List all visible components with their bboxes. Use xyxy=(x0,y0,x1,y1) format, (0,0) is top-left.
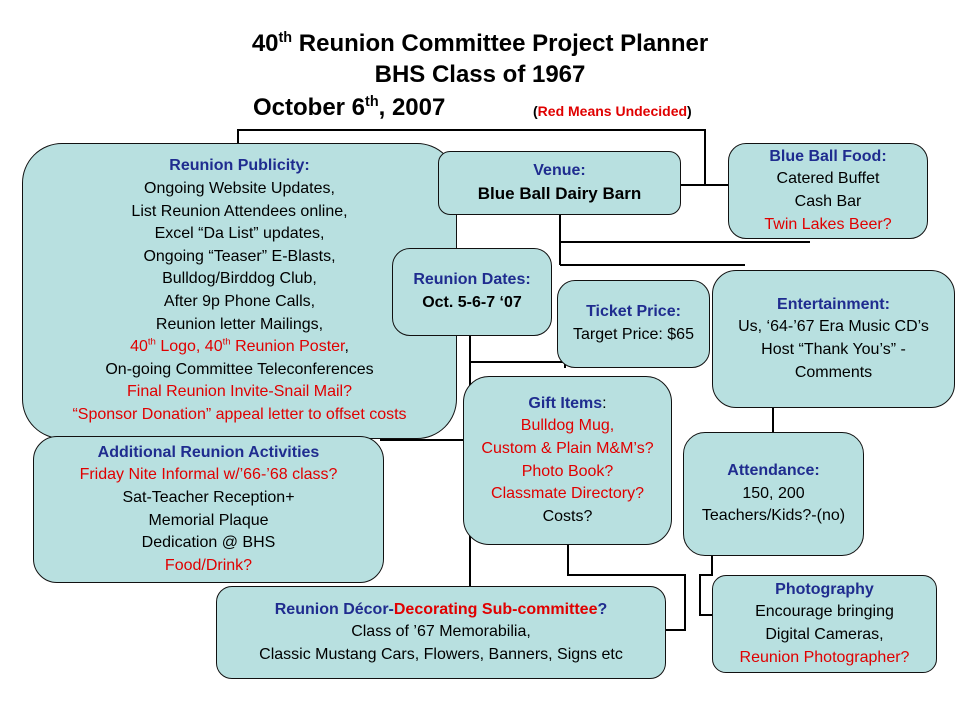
legend-note: (Red Means Undecided) xyxy=(533,103,692,119)
attendance-item: 150, 200 xyxy=(742,484,805,502)
connector-attendance-photo xyxy=(700,556,712,615)
activities-item: Sat-Teacher Reception+ xyxy=(122,488,295,506)
photography-item: Encourage bringing xyxy=(755,603,894,621)
venue-box xyxy=(438,151,681,215)
food-heading: Blue Ball Food: xyxy=(769,147,887,165)
ticket-value: Target Price: $65 xyxy=(573,326,694,343)
dates-heading: Reunion Dates: xyxy=(413,271,531,289)
publicity-heading: Reunion Publicity: xyxy=(169,157,310,175)
entertainment-item: Us, ‘64-’67 Era Music CD’s xyxy=(738,318,929,336)
attendance-box xyxy=(683,432,864,556)
publicity-item: After 9p Phone Calls, xyxy=(163,293,316,310)
decor-item: Class of ’67 Memorabilia, xyxy=(351,623,531,641)
dates-value: Oct. 5-6-7 ‘07 xyxy=(422,294,522,311)
title-date: October 6th, 2007 xyxy=(253,94,446,121)
publicity-item: List Reunion Attendees online, xyxy=(131,202,348,220)
photography-heading: Photography xyxy=(775,580,874,598)
entertainment-heading: Entertainment: xyxy=(777,295,890,313)
entertainment-box xyxy=(712,270,955,408)
photography-undecided-item: Reunion Photographer? xyxy=(739,648,910,666)
entertainment-item: Comments xyxy=(794,363,873,381)
title-line-2: BHS Class of 1967 xyxy=(374,61,586,88)
activities-item: Dedication @ BHS xyxy=(141,534,276,552)
publicity-item: Ongoing “Teaser” E-Blasts, xyxy=(143,247,336,265)
gift-items-box xyxy=(463,376,672,545)
food-item: Cash Bar xyxy=(794,193,862,210)
decor-box xyxy=(216,586,666,679)
activities-undecided-item: Food/Drink? xyxy=(164,556,253,574)
gifts-heading: Gift Items: xyxy=(528,394,607,412)
publicity-undecided-item: “Sponsor Donation” appeal letter to offset costs xyxy=(72,405,407,423)
entertainment-item: Host “Thank You’s” - xyxy=(761,341,906,358)
venue-value: Blue Ball Dairy Barn xyxy=(477,184,642,203)
food-item: Catered Buffet xyxy=(776,170,880,188)
gifts-item: Costs? xyxy=(542,507,593,525)
attendance-item: Teachers/Kids?-(no) xyxy=(701,507,846,525)
food-box xyxy=(728,143,928,239)
attendance-heading: Attendance: xyxy=(727,462,820,480)
publicity-logo-item: 40th Logo, 40th Reunion Poster, xyxy=(130,336,349,356)
activities-item: Memorial Plaque xyxy=(148,511,269,529)
venue-heading: Venue: xyxy=(533,162,586,180)
gifts-undecided-item: Custom & Plain M&M’s? xyxy=(481,439,654,457)
activities-heading: Additional Reunion Activities xyxy=(97,443,320,461)
gifts-undecided-item: Photo Book? xyxy=(521,462,614,480)
publicity-item: Bulldog/Birddog Club, xyxy=(162,270,317,288)
food-undecided-item: Twin Lakes Beer? xyxy=(764,215,892,233)
reunion-dates-box xyxy=(392,248,552,336)
publicity-item: Excel “Da List” updates, xyxy=(154,225,325,243)
ticket-price-box xyxy=(557,280,710,368)
decor-item: Classic Mustang Cars, Flowers, Banners, Signs etc xyxy=(259,645,623,663)
publicity-item: On-going Committee Teleconferences xyxy=(105,360,374,378)
gifts-undecided-item: Classmate Directory? xyxy=(491,485,644,503)
gifts-undecided-item: Bulldog Mug, xyxy=(520,417,615,435)
photography-box xyxy=(712,575,937,673)
publicity-item: Reunion letter Mailings, xyxy=(155,315,324,333)
publicity-item: Ongoing Website Updates, xyxy=(144,180,335,198)
ticket-heading: Ticket Price: xyxy=(586,303,681,321)
title-line-1: 40th Reunion Committee Project Planner xyxy=(251,30,709,57)
activities-box xyxy=(33,436,384,583)
publicity-undecided-item: Final Reunion Invite-Snail Mail? xyxy=(127,383,352,401)
activities-undecided-item: Friday Nite Informal w/’66-’68 class? xyxy=(79,466,338,484)
decor-heading: Reunion Décor-Decorating Sub-committee? xyxy=(274,600,608,618)
photography-item: Digital Cameras, xyxy=(765,626,884,643)
